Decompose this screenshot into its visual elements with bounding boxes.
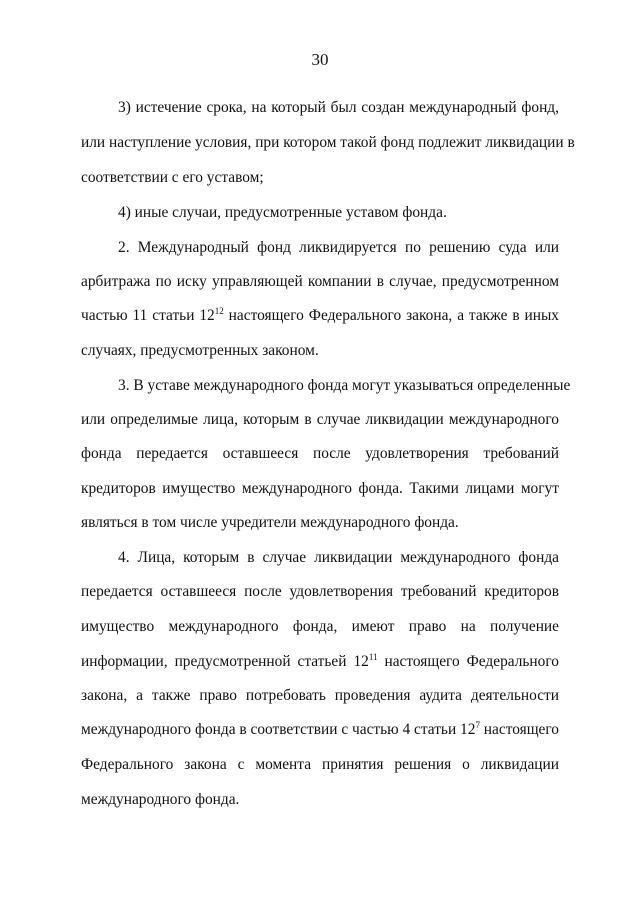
text-line: Федерального закона с момента принятия решения о ликвидации [81,756,559,773]
text-line: 3) истечение срока, на который был создан международный фонд, [118,99,559,116]
text-line: являться в том числе учредители международного фонда. [81,514,459,531]
text-line: или наступление условия, при котором такой фонд подлежит ликвидации в [81,134,575,151]
text-line: 2. Международный фонд ликвидируется по решению суда или [118,239,559,256]
text-line: арбитража по иску управляющей компании в случае, предусмотренном [81,273,559,290]
text-line: 4) иные случаи, предусмотренные уставом фонда. [118,204,447,221]
text-line-with-reference [81,652,559,672]
text-line: или определимые лица, которым в случае ликвидации международного [81,411,559,428]
text-line-with-reference [81,306,559,326]
text-segment: международного фонда в соответствии с частью 4 статьи 12 [81,721,476,738]
superscript: 11 [368,652,378,662]
text-segment: настоящего [483,721,560,738]
text-line: имущество международного фонда, имеют право на получение [81,618,559,635]
text-line: соответствии с его уставом; [81,169,264,186]
text-line: передается оставшееся после удовлетворения требований кредиторов [81,583,559,600]
text-line: международного фонда. [81,791,240,808]
text-segment: настоящего Федерального закона, а также в иных [228,307,560,324]
text-line: 4. Лица, которым в случае ликвидации международного фонда [118,549,559,566]
text-segment: настоящего Федерального [384,653,559,670]
text-segment: частью 11 статьи 12 [81,307,215,324]
text-segment: информации, предусмотренной статьей 12 [81,653,369,670]
text-line: кредиторов имущество международного фонда. Такими лицами могут [81,480,559,497]
text-line: 3. В уставе международного фонда могут указываться определенные [118,377,571,394]
superscript: 7 [475,720,480,730]
page-number: 30 [311,50,329,69]
text-line: закона, а также право потребовать проведения аудита деятельности [81,687,559,704]
superscript: 12 [214,306,224,316]
text-line: фонда передается оставшееся после удовлетворения требований [81,445,559,462]
text-line: случаях, предусмотренных законом. [81,342,319,359]
text-line-with-reference [81,720,559,740]
